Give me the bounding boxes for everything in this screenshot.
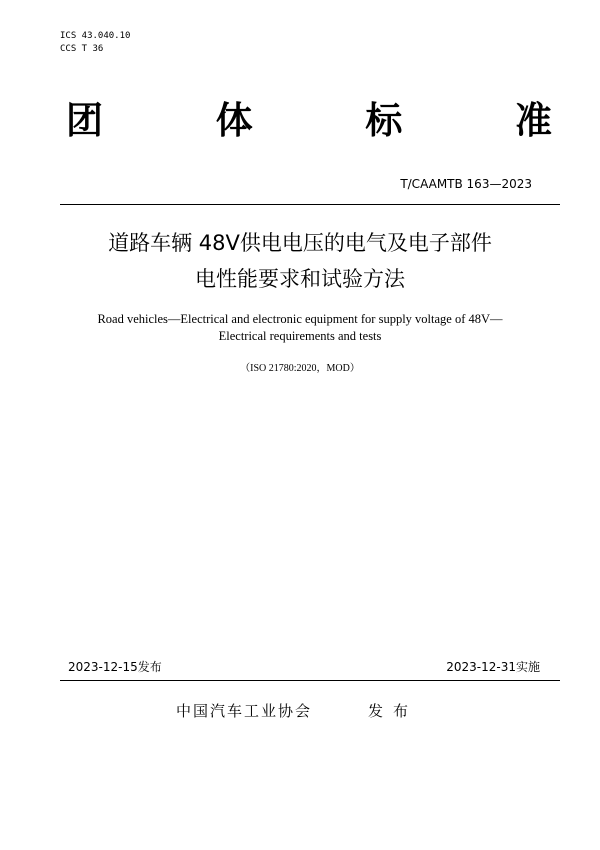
standard-number: T/CAAMTB 163—2023: [400, 177, 532, 191]
implement-date: 2023-12-31实施: [446, 660, 540, 674]
standard-type-char: 标: [365, 99, 403, 142]
ics-code: ICS 43.040.10: [60, 31, 131, 41]
ccs-code: CCS T 36: [60, 44, 104, 54]
standard-type-char: 团: [66, 99, 103, 142]
title-cn-line2: 电性能要求和试验方法: [195, 267, 405, 291]
standard-type-char: 准: [514, 99, 552, 142]
publish-date: 2023-12-15发布: [68, 660, 162, 674]
iso-reference: （ISO 21780:2020，MOD）: [240, 363, 360, 374]
title-en-line1: Road vehicles—Electrical and electronic equipment for supply voltage of 48V—: [97, 312, 503, 326]
bottom-divider: [60, 680, 560, 681]
title-cn-line1: 道路车辆 48V供电电压的电气及电子部件: [108, 231, 492, 255]
standard-type-heading: [66, 96, 552, 146]
standard-type-char: 体: [215, 99, 253, 142]
top-divider: [60, 204, 560, 205]
title-en-line2: Electrical requirements and tests: [218, 329, 382, 343]
publisher-name: 中国汽车工业协会: [176, 702, 313, 720]
publish-label: 发布: [368, 702, 419, 720]
